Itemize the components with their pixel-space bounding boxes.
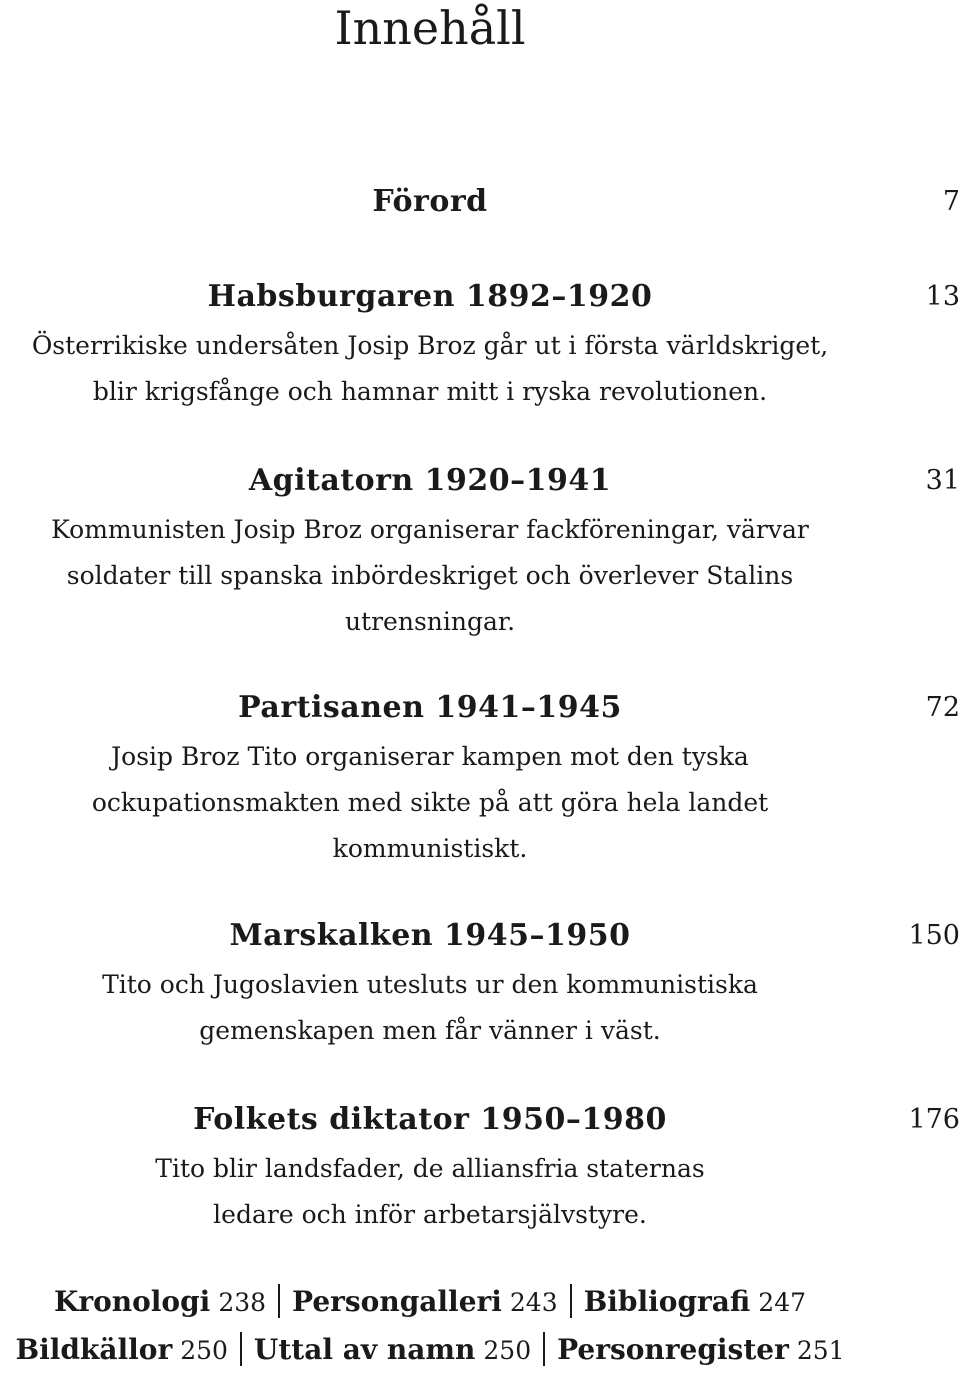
description-line: soldater till spanska inbördeskriget och överlever Stalins [66, 561, 794, 590]
page-number: 7 [942, 186, 960, 217]
chapter-description [0, 323, 860, 415]
appendix-page: 238 [218, 1288, 267, 1317]
appendix-label: Kronologi [53, 1285, 211, 1318]
description-line: Josip Broz Tito organiserar kampen mot den tyska [111, 742, 749, 771]
appendix-label: Bildkällor [15, 1333, 173, 1366]
description-line: kommunistiskt. [332, 834, 528, 863]
appendix-page: 251 [796, 1336, 845, 1365]
description-line: Österrikiske undersåten Josip Broz går ut i första världskriget, [31, 331, 829, 360]
divider [240, 1332, 242, 1366]
chapter-title: Marskalken 1945–1950 [229, 918, 631, 953]
chapter-title: Partisanen 1941–1945 [238, 690, 622, 725]
page-number: 13 [925, 281, 960, 312]
appendix-label: Persongalleri [292, 1285, 502, 1318]
chapter-description [0, 962, 860, 1054]
divider [278, 1284, 280, 1318]
description-line: blir krigsfånge och hamnar mitt i ryska revolutionen. [92, 377, 768, 406]
chapter-title: Folkets diktator 1950–1980 [193, 1102, 667, 1137]
appendix-label: Uttal av namn [253, 1333, 476, 1366]
page-number: 150 [908, 920, 960, 951]
chapter-description [0, 734, 860, 872]
description-line: ockupationsmakten med sikte på att göra hela landet [91, 788, 769, 817]
page-number: 176 [908, 1104, 960, 1135]
appendix-label: Bibliografi [583, 1285, 751, 1318]
chapter-title: Habsburgaren 1892–1920 [207, 279, 653, 314]
page-title: Innehåll [334, 1, 526, 55]
description-line: ledare och inför arbetarsjälvstyre. [213, 1200, 647, 1229]
description-line: utrensningar. [344, 607, 516, 636]
appendix-page: 247 [758, 1288, 807, 1317]
appendix-line-2 [0, 1332, 860, 1369]
appendix-line-1 [0, 1284, 860, 1321]
description-line: Tito och Jugoslavien utesluts ur den kommunistiska [102, 970, 758, 999]
divider [543, 1332, 545, 1366]
page-number: 72 [925, 692, 960, 723]
description-line: gemenskapen men får vänner i väst. [199, 1016, 661, 1045]
appendix-label: Personregister [557, 1333, 789, 1366]
appendix-page: 250 [483, 1336, 532, 1365]
chapter-description [0, 507, 860, 645]
page-number: 31 [925, 465, 960, 496]
appendix-page: 243 [509, 1288, 558, 1317]
description-line: Tito blir landsfader, de alliansfria staternas [155, 1154, 705, 1183]
chapter-description [0, 1146, 860, 1238]
divider [570, 1284, 572, 1318]
chapter-title: Förord [372, 184, 488, 219]
appendix-page: 250 [180, 1336, 228, 1365]
description-line: Kommunisten Josip Broz organiserar fackföreningar, värvar [51, 515, 809, 544]
chapter-title: Agitatorn 1920–1941 [248, 463, 612, 498]
